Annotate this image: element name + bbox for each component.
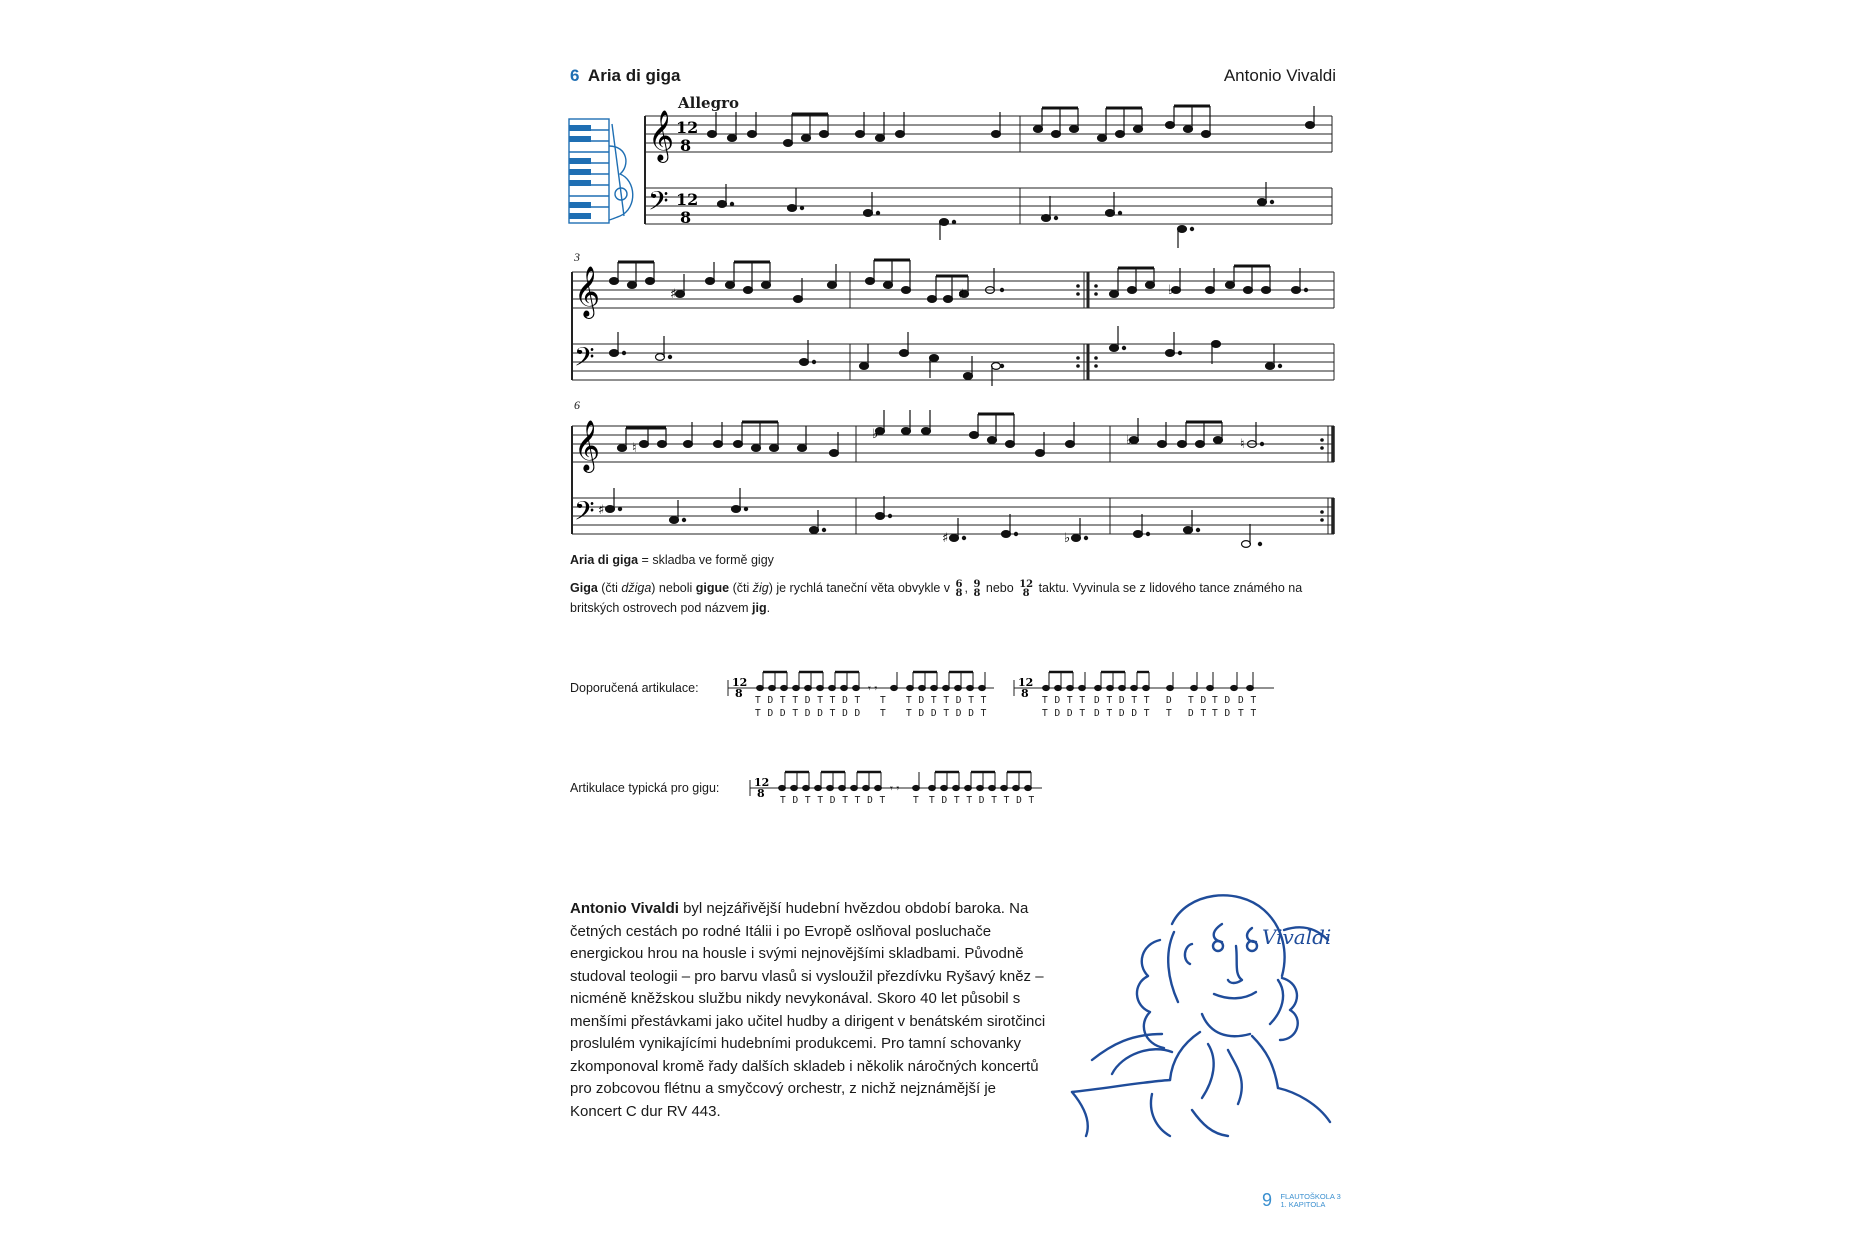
articulation-syllables: D T [1188,708,1207,719]
page-number: 9 [1262,1190,1273,1210]
piano-guitar-icon [566,116,640,228]
articulation-syllables: T D T T D T T D T [755,695,861,706]
bass-clef-icon: 𝄢 [574,341,595,379]
giga-text: . [766,601,771,615]
svg-text:♯: ♯ [958,287,965,302]
time-signature-9-8: 9 8 [973,578,981,599]
chapter-label: 1. KAPITOLA [1280,1199,1326,1209]
svg-text:♯: ♯ [670,287,677,302]
recommended-articulation-label: Doporučená artikulace: [570,681,699,695]
music-system-1 [640,112,1336,242]
svg-text:𝄾 𝄾: 𝄾 𝄾 [868,682,878,695]
treble-clef-icon: 𝄞 [574,266,601,317]
giga-text: , [964,581,972,595]
svg-text:12: 12 [676,190,699,209]
articulation-syllables: T [880,708,887,719]
measure-number: 3 [574,250,580,264]
giga-text: (čti [597,581,622,595]
svg-text:♭: ♭ [872,427,879,442]
gigue-term: gigue [695,581,730,595]
giga-description [570,578,1336,618]
svg-text:♮: ♮ [1240,437,1245,452]
svg-text:♭: ♭ [1168,283,1175,298]
book-title: FLAUTOŠKOLA 3 [1280,1191,1341,1201]
svg-text:♮: ♮ [632,441,637,456]
articulation-syllables: T T [1238,708,1257,719]
articulation-syllables: D T [1238,695,1257,706]
articulation-syllables: T D [1212,695,1231,706]
articulation-syllables: T D T T D T T [906,695,987,706]
treble-clef-icon: 𝄞 [574,420,601,471]
svg-text:8: 8 [680,208,692,227]
definition-line [570,550,1336,570]
svg-text:♯: ♯ [598,503,605,518]
articulation-syllables: D T D T T [1094,695,1150,706]
giga-pronunciation: džiga [621,581,652,595]
bio-text: byl nejzářivější hudební hvězdou období baroka. Na četných cestách po rodné Itálii i po Evropě oslňoval posluchače energickou hrou na housle i svými nejnovějšími skladbami. Původně studoval teologii – pro barvu vlasů si vysloužil přezdívku Ryšavý kněz – nicméně kněžskou službu nikdy nevykonával. Skoro 40 let působil s menšími přestávkami jako učitel hudby a dirigent v benátském sirotčinci proslulém vynikajícími hudebními produkcemi. Pro tamní schovanky zkomponoval kromě řady dalších skladeb i několik náročných koncertů pro zobcovou flétnu a smyčcový orchestr, z nichž nejznámější je Koncert C dur RV 443. [570,900,1046,1120]
svg-text:12: 12 [732,676,748,689]
articulation-syllables: T D T T D T T D T [780,795,886,806]
time-signature-6-8: 6 8 [955,578,963,599]
articulation-syllables: D [1166,695,1173,706]
bio-name: Antonio Vivaldi [570,900,679,917]
giga-term: Giga [570,581,598,595]
svg-text:12: 12 [754,776,770,789]
tempo-marking: Allegro [678,94,739,112]
vivaldi-biography [570,898,1050,1123]
svg-text:♭: ♭ [1064,531,1071,546]
typical-articulation-label: Artikulace typická pro gigu: [570,781,720,795]
book-info [1280,1193,1340,1209]
giga-text: ) je rychlá taneční věta obvykle v [768,581,954,595]
svg-text:𝄾 𝄾: 𝄾 𝄾 [890,782,900,795]
definition-text: = skladba ve formě gigy [638,553,774,567]
svg-text:8: 8 [680,136,692,155]
page-footer [1262,1190,1341,1211]
svg-text:♯: ♯ [942,531,949,546]
articulation-syllables: T D [1212,708,1231,719]
svg-text:♭: ♭ [1126,433,1133,448]
svg-text:12: 12 [676,118,699,137]
articulation-syllables: T D D T [1042,708,1086,719]
articulation-syllables: T D T T D T T D T [929,795,1035,806]
articulation-syllables: T D [1188,695,1207,706]
definition-term: Aria di giga [570,553,639,567]
vivaldi-signature: Vivaldi [1262,925,1332,949]
treble-clef-icon: 𝄞 [648,110,675,161]
jig-term: jig [752,601,767,615]
measure-number: 6 [574,398,580,412]
svg-text:8: 8 [1021,687,1029,700]
giga-text: taktu. Vyvinula se z lidového tance známého na britských ostrovech pod názvem [570,581,1303,615]
articulation-syllables: T [880,695,887,706]
articulation-syllables: T D T T [1042,695,1086,706]
articulation-syllables: T [1166,708,1173,719]
articulation-syllables: T D D T D D T D D [755,708,861,719]
giga-text: (čti [729,581,753,595]
articulation-syllables: T [913,795,920,806]
giga-text: nebo [982,581,1018,595]
piece-header [570,66,1336,92]
articulation-syllables: T D D T D D T [906,708,987,719]
articulation-syllables: D T D D T [1094,708,1150,719]
gigue-pronunciation: žig [752,581,769,595]
svg-text:8: 8 [757,787,765,800]
vivaldi-portrait [1052,884,1342,1144]
svg-text:12: 12 [1018,676,1034,689]
music-system-3 [570,414,1336,546]
piece-title: Aria di giga [587,66,681,85]
piece-number: 6 [570,66,580,85]
composer-name: Antonio Vivaldi [1223,66,1336,85]
bass-clef-icon: 𝄢 [648,185,669,223]
time-signature-12-8: 12 8 [1019,578,1034,599]
music-system-2 [570,264,1336,384]
giga-text: ) neboli [651,581,696,595]
svg-text:8: 8 [735,687,743,700]
bass-clef-icon: 𝄢 [574,495,595,533]
